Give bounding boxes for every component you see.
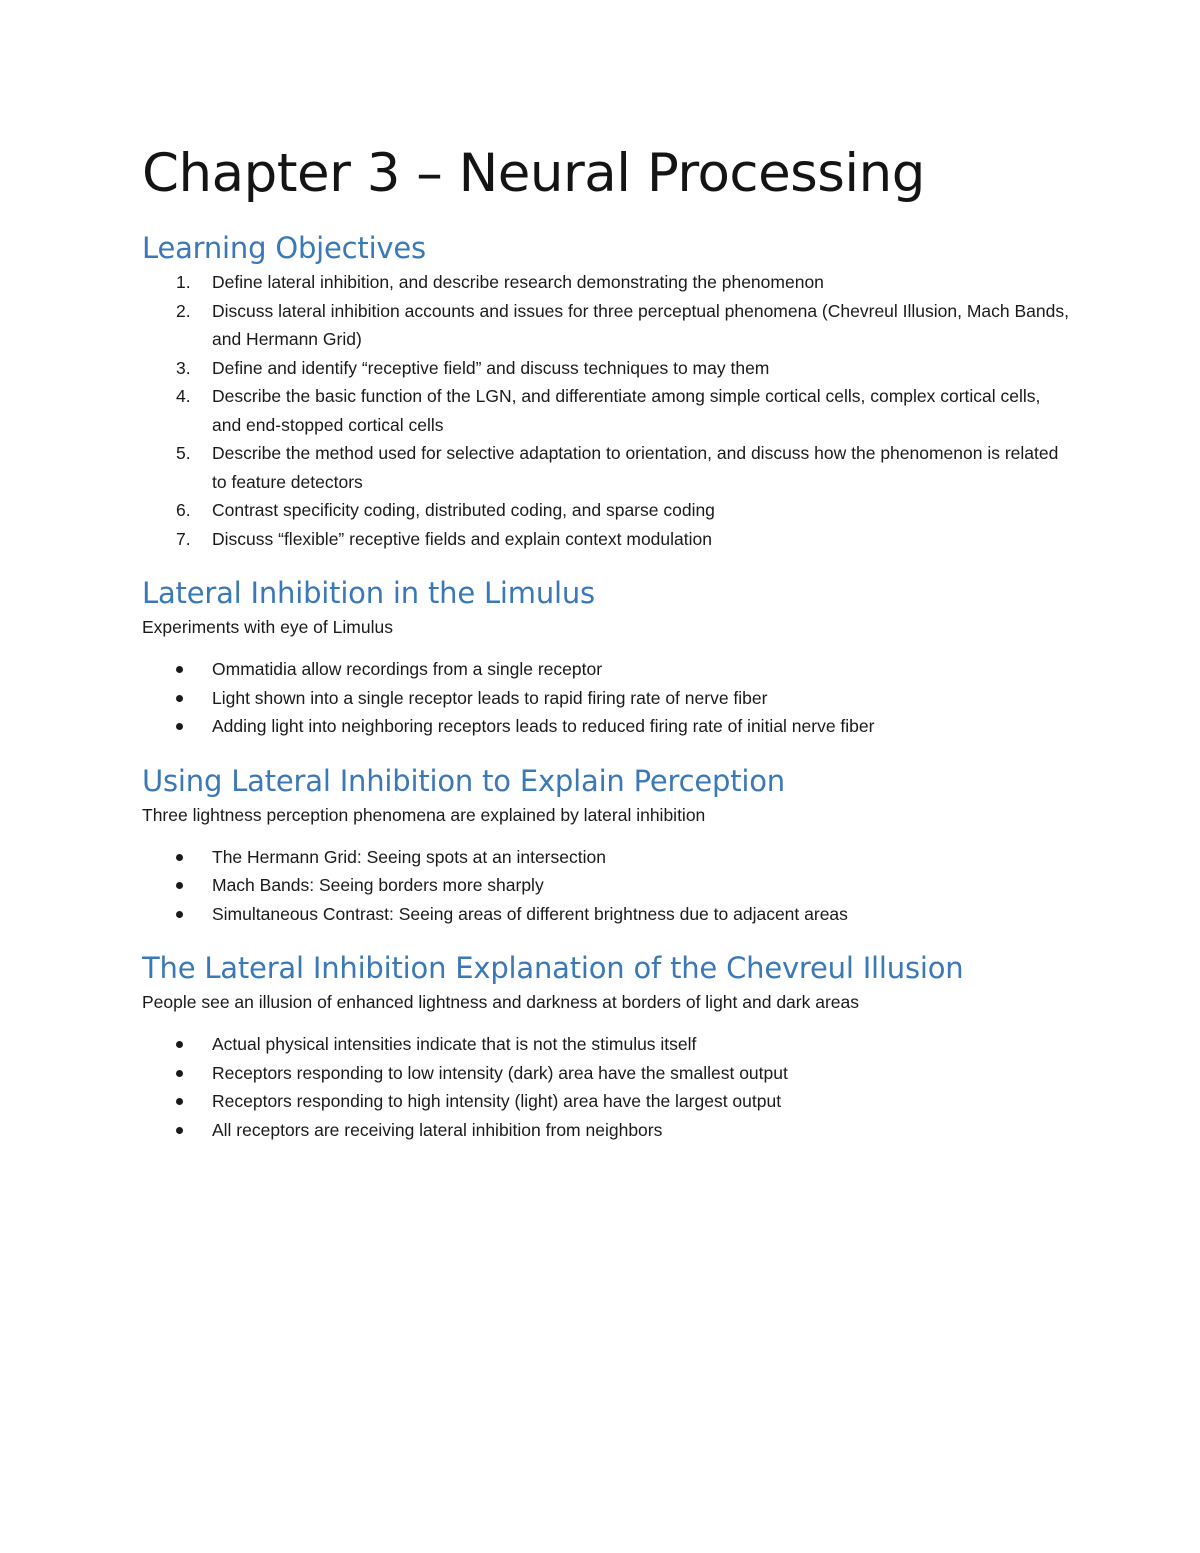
perception-bullet-list bbox=[142, 843, 1072, 929]
list-number: 3. bbox=[176, 357, 191, 378]
list-number: 4. bbox=[176, 386, 191, 406]
list-item-text: Describe the method used for selective adaptation to orientation, and discuss how the phenomenon is related to feature detectors bbox=[212, 443, 1059, 492]
list-number: 1. bbox=[176, 272, 191, 292]
list-item bbox=[142, 439, 1072, 496]
list-item bbox=[142, 684, 1072, 713]
list-item-text: Simultaneous Contrast: Seeing areas of different brightness due to adjacent areas bbox=[212, 903, 848, 924]
list-item-text: Define and identify “receptive field” and discuss techniques to may them bbox=[212, 357, 770, 378]
list-item-text: Light shown into a single receptor leads to rapid firing rate of nerve fiber bbox=[212, 687, 768, 708]
bullet-icon bbox=[176, 723, 183, 730]
bullet-icon bbox=[176, 1041, 183, 1048]
limulus-bullet-list bbox=[142, 655, 1072, 741]
list-item bbox=[142, 1116, 1072, 1145]
section-intro: Three lightness perception phenomena are explained by lateral inhibition bbox=[142, 804, 706, 825]
heading-lateral-inhibition-limulus: Lateral Inhibition in the Limulus bbox=[142, 576, 595, 610]
section-intro: Experiments with eye of Limulus bbox=[142, 617, 393, 637]
list-item bbox=[142, 1087, 1072, 1116]
list-item bbox=[142, 297, 1072, 354]
list-item-text: Receptors responding to high intensity (light) area have the largest output bbox=[212, 1091, 782, 1111]
bullet-icon bbox=[176, 1070, 183, 1077]
bullet-icon bbox=[176, 882, 183, 889]
list-item-text: All receptors are receiving lateral inhibition from neighbors bbox=[212, 1119, 663, 1140]
list-item bbox=[142, 496, 1072, 525]
list-item-text: Discuss lateral inhibition accounts and issues for three perceptual phenomena (Chevreul Illusion, Mach Bands, and Hermann Grid) bbox=[212, 300, 1069, 349]
list-item bbox=[142, 354, 1072, 383]
list-item bbox=[142, 900, 1072, 929]
list-item bbox=[142, 871, 1072, 900]
chevreul-bullet-list bbox=[142, 1030, 1072, 1144]
heading-explain-perception: Using Lateral Inhibition to Explain Perception bbox=[142, 763, 785, 798]
list-item bbox=[142, 712, 1072, 741]
list-item-text: Adding light into neighboring receptors leads to reduced firing rate of initial nerve fiber bbox=[212, 716, 875, 736]
bullet-icon bbox=[176, 666, 183, 673]
list-item-text: Actual physical intensities indicate that is not the stimulus itself bbox=[212, 1034, 697, 1054]
heading-learning-objectives: Learning Objectives bbox=[142, 231, 426, 265]
list-item bbox=[142, 1030, 1072, 1059]
list-number: 5. bbox=[176, 443, 191, 463]
bullet-icon bbox=[176, 1098, 183, 1105]
list-number: 2. bbox=[176, 300, 191, 321]
list-item bbox=[142, 268, 1072, 297]
list-item-text: Discuss “flexible” receptive fields and explain context modulation bbox=[212, 528, 712, 549]
list-item-text: Describe the basic function of the LGN, and differentiate among simple cortical cells, complex cortical cells, and end-stopped cortical cells bbox=[212, 386, 1041, 435]
section-intro: People see an illusion of enhanced lightness and darkness at borders of light and dark areas bbox=[142, 992, 859, 1012]
bullet-icon bbox=[176, 911, 183, 918]
list-number: 6. bbox=[176, 500, 191, 520]
document-page bbox=[142, 138, 1072, 1144]
heading-chevreul-illusion: The Lateral Inhibition Explanation of the Chevreul Illusion bbox=[142, 951, 964, 985]
list-item bbox=[142, 1059, 1072, 1088]
bullet-icon bbox=[176, 1127, 183, 1134]
bullet-icon bbox=[176, 854, 183, 861]
list-item bbox=[142, 382, 1072, 439]
list-number: 7. bbox=[176, 528, 191, 549]
list-item bbox=[142, 655, 1072, 684]
list-item-text: Contrast specificity coding, distributed coding, and sparse coding bbox=[212, 500, 715, 520]
objectives-list bbox=[142, 268, 1072, 553]
page-title: Chapter 3 – Neural Processing bbox=[142, 143, 925, 204]
list-item-text: Define lateral inhibition, and describe research demonstrating the phenomenon bbox=[212, 272, 824, 292]
list-item bbox=[142, 843, 1072, 872]
list-item bbox=[142, 525, 1072, 554]
list-item-text: Mach Bands: Seeing borders more sharply bbox=[212, 875, 544, 895]
list-item-text: Ommatidia allow recordings from a single receptor bbox=[212, 659, 603, 679]
bullet-icon bbox=[176, 695, 183, 702]
list-item-text: Receptors responding to low intensity (dark) area have the smallest output bbox=[212, 1062, 788, 1083]
list-item-text: The Hermann Grid: Seeing spots at an intersection bbox=[212, 846, 606, 867]
